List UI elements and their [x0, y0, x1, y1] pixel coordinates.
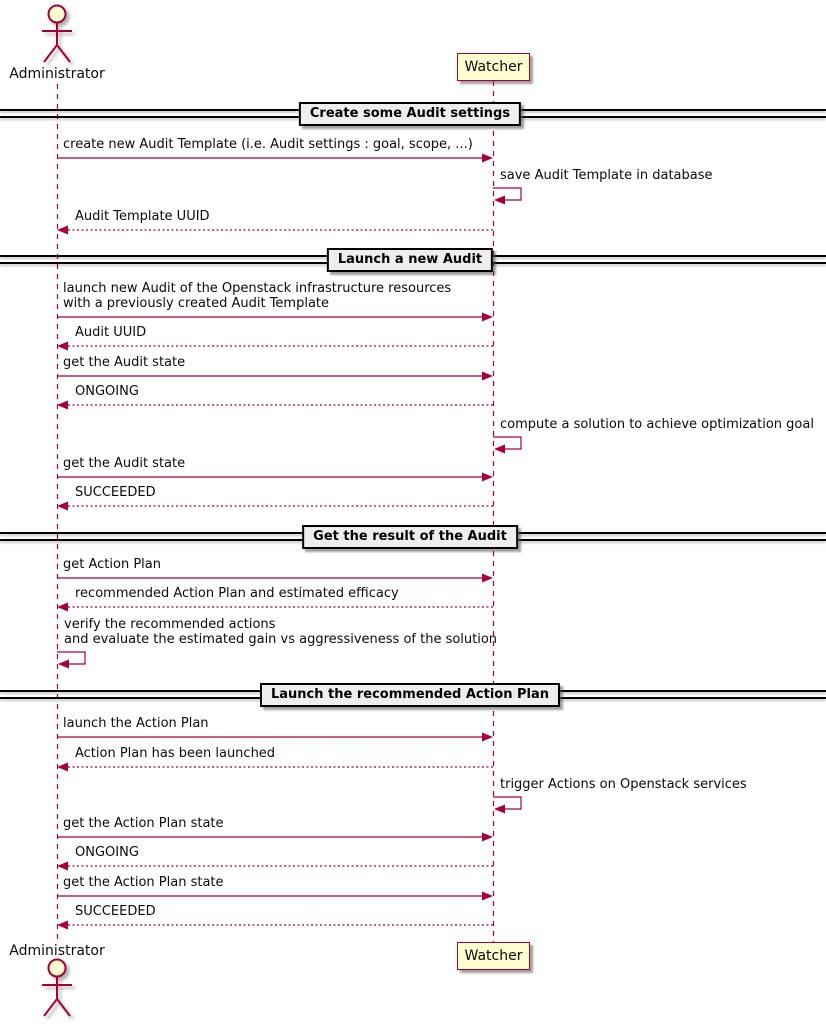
message-arrowhead — [482, 574, 493, 583]
message-text-line: get the Action Plan state — [63, 875, 224, 890]
message-arrowhead — [57, 226, 68, 235]
message-label — [75, 209, 210, 224]
message-arrowhead — [482, 733, 493, 742]
message-text-line: recommended Action Plan and estimated efficacy — [75, 586, 399, 601]
message-label — [63, 816, 224, 831]
divider-label: Create some Audit settings — [299, 102, 521, 126]
message-arrowhead — [57, 342, 68, 351]
message-label — [75, 845, 139, 860]
self-message-loop — [493, 797, 521, 809]
message-label — [63, 875, 224, 890]
message-label — [63, 137, 473, 152]
message-text-line: Action Plan has been launched — [75, 746, 276, 761]
self-message-arrowhead — [58, 660, 69, 669]
message-label — [75, 746, 275, 761]
message-text-line: create new Audit Template (i.e. Audit settings : goal, scope, ...) — [63, 137, 473, 152]
message-arrowhead — [482, 833, 493, 842]
participant-box-top: Watcher — [457, 53, 530, 81]
self-message-arrowhead — [494, 445, 505, 454]
actor-label-bottom: Administrator — [9, 943, 105, 959]
message-arrowhead — [57, 763, 68, 772]
self-message-arrowhead — [494, 805, 505, 814]
message-label — [63, 716, 209, 731]
message-text-line: ONGOING — [75, 845, 139, 860]
actor-figure-top — [35, 4, 79, 66]
message-label — [75, 384, 139, 399]
self-message-label — [500, 168, 713, 183]
message-text-line: launch new Audit of the Openstack infrastructure resources — [63, 281, 452, 296]
self-message-label — [500, 417, 814, 432]
message-arrowhead — [482, 892, 493, 901]
message-text-line: compute a solution to achieve optimization goal — [500, 417, 814, 432]
message-label — [75, 904, 156, 919]
message-text-line: get the Audit state — [63, 355, 186, 370]
actor-figure-bottom — [35, 958, 79, 1020]
message-label — [75, 586, 399, 601]
message-label — [63, 456, 185, 471]
message-text-line: SUCCEEDED — [75, 485, 156, 500]
message-arrowhead — [57, 401, 68, 410]
message-text-line: get Action Plan — [63, 557, 161, 572]
message-arrowhead — [482, 313, 493, 322]
self-message-loop — [57, 652, 85, 664]
message-text-line: Audit Template UUID — [75, 209, 210, 224]
message-arrowhead — [482, 473, 493, 482]
message-arrowhead — [57, 921, 68, 930]
participant-box-bottom: Watcher — [457, 942, 530, 970]
self-message-loop — [493, 188, 521, 200]
message-text-line: with a previously created Audit Template — [63, 296, 330, 311]
message-text-line: and evaluate the estimated gain vs aggressiveness of the solution — [64, 632, 498, 647]
message-text-line: launch the Action Plan — [63, 716, 209, 731]
message-text-line: SUCCEEDED — [75, 904, 156, 919]
message-arrowhead — [57, 862, 68, 871]
message-arrowhead — [57, 603, 68, 612]
self-message-label — [64, 617, 497, 647]
message-text-line: get the Audit state — [63, 456, 186, 471]
message-text-line: Audit UUID — [75, 325, 147, 340]
self-message-arrowhead — [494, 196, 505, 205]
message-text-line: verify the recommended actions — [64, 617, 276, 632]
message-text-line: trigger Actions on Openstack services — [500, 777, 747, 792]
message-arrowhead — [57, 502, 68, 511]
message-text-line: save Audit Template in database — [500, 168, 713, 183]
divider-label: Get the result of the Audit — [302, 525, 518, 549]
message-label — [63, 355, 185, 370]
message-arrowhead — [482, 154, 493, 163]
actor-label-top: Administrator — [9, 66, 105, 82]
divider-label: Launch a new Audit — [327, 248, 493, 272]
self-message-label — [500, 777, 747, 792]
message-text-line: ONGOING — [75, 384, 139, 399]
message-label — [63, 557, 161, 572]
message-label — [75, 485, 156, 500]
self-message-loop — [493, 437, 521, 449]
divider-label: Launch the recommended Action Plan — [260, 683, 560, 707]
message-text-line: get the Action Plan state — [63, 816, 224, 831]
message-label — [75, 325, 146, 340]
message-label — [63, 281, 451, 311]
message-arrowhead — [482, 372, 493, 381]
